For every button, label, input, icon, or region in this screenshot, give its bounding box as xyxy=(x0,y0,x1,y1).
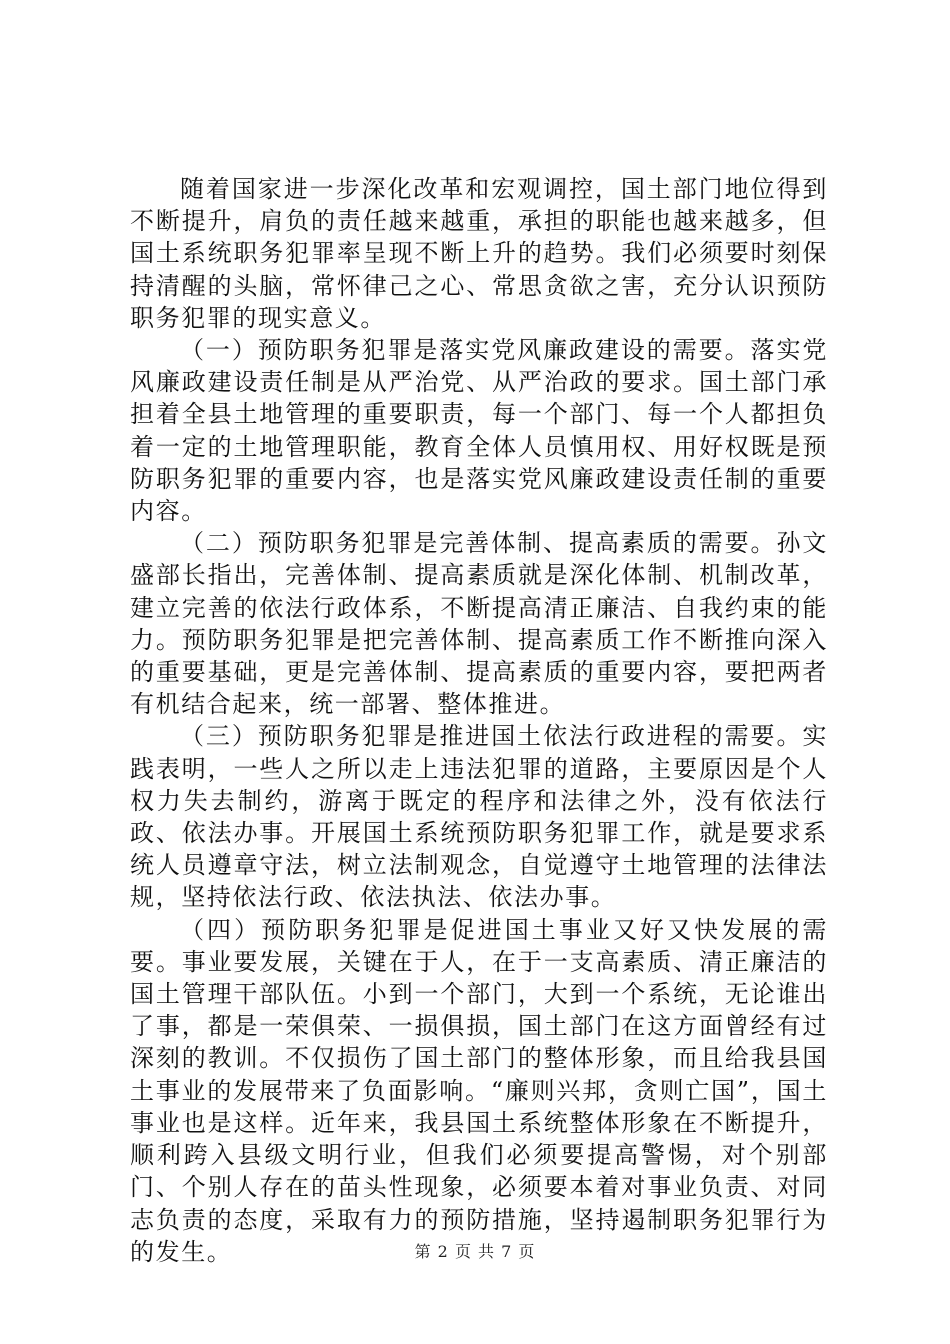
paragraph-section-2: （二）预防职务犯罪是完善体制、提高素质的需要。孙文盛部长指出，完善体制、提高素质就是深化体制、机制改革，建立完善的依法行政体系，不断提高清正廉洁、自我约束的能力。预防职务犯罪是把完善体制、提高素质工作不断推向深入的重要基础，更是完善体制、提高素质的重要内容，要把两者有机结合起来，统一部署、整体推进。 xyxy=(130,529,828,719)
paragraph-intro: 随着国家进一步深化改革和宏观调控，国土部门地位得到不断提升，肩负的责任越来越重，承担的职能也越来越多，但国土系统职务犯罪率呈现不断上升的趋势。我们必须要时刻保持清醒的头脑，常怀律己之心、常思贪欲之害，充分认识预防职务犯罪的现实意义。 xyxy=(130,175,828,332)
document-body xyxy=(130,173,828,1268)
paragraph-section-4: （四）预防职务犯罪是促进国土事业又好又快发展的需要。事业要发展，关键在于人，在于一支高素质、清正廉洁的国土管理干部队伍。小到一个部门，大到一个系统，无论谁出了事，都是一荣俱荣、一损俱损，国土部门在这方面曾经有过深刻的教训。不仅损伤了国土部门的整体形象，而且给我县国土事业的发展带来了负面影响。“廉则兴邦，贪则亡国”，国土事业也是这样。近年来，我县国土系统整体形象在不断提升，顺利跨入县级文明行业，但我们必须要提高警惕，对个别部门、个别人存在的苗头性现象，必须要本着对事业负责、对同志负责的态度，采取有力的预防措施，坚持遏制职务犯罪行为的发生。 xyxy=(130,915,828,1266)
paragraph-section-3: （三）预防职务犯罪是推进国土依法行政进程的需要。实践表明，一些人之所以走上违法犯罪的道路，主要原因是个人权力失去制约，游离于既定的程序和法律之外，没有依法行政、依法办事。开展国土系统预防职务犯罪工作，就是要求系统人员遵章守法，树立法制观念，自觉遵守土地管理的法律法规，坚持依法行政、依法执法、依法办事。 xyxy=(130,722,828,912)
page-number-footer: 第 2 页 共 7 页 xyxy=(414,1242,536,1261)
paragraph-section-1: （一）预防职务犯罪是落实党风廉政建设的需要。落实党风廉政建设责任制是从严治党、从严治政的要求。国土部门承担着全县土地管理的重要职责，每一个部门、每一个人都担负着一定的土地管理职能，教育全体人员慎用权、用好权既是预防职务犯罪的重要内容，也是落实党风廉政建设责任制的重要内容。 xyxy=(130,336,828,526)
